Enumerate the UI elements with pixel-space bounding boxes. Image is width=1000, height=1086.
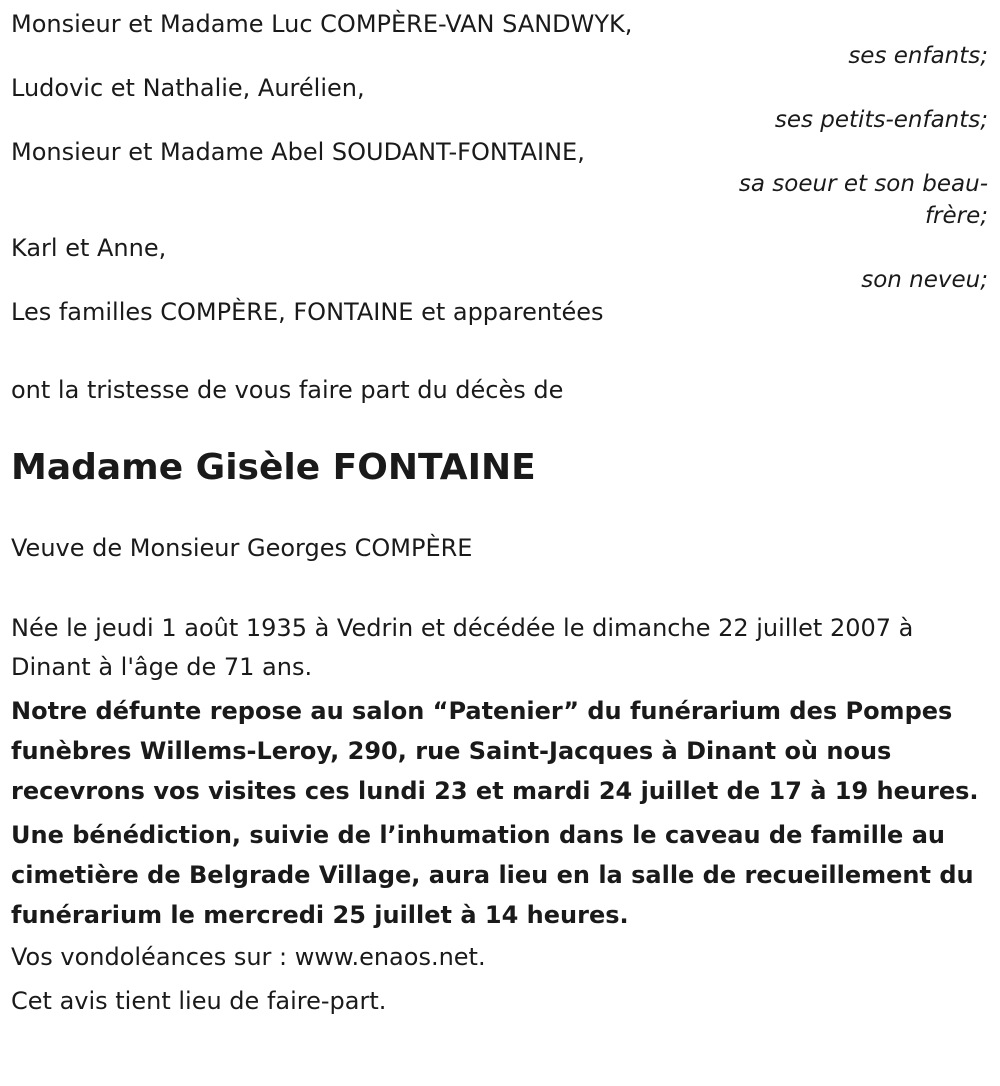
obituary-notice bbox=[0, 8, 1000, 1086]
family-row-sister bbox=[11, 136, 990, 232]
birth-death-text: Née le jeudi 1 août 1935 à Vedrin et décédée le dimanche 22 juillet 2007 à Dinant à l'âge de 71 ans. bbox=[11, 614, 914, 681]
widow-of-text: Veuve de Monsieur Georges COMPÈRE bbox=[11, 534, 473, 562]
repose-paragraph: Notre défunte repose au salon “Patenier” du funérarium des Pompes funèbres Willems-Leroy, 290, rue Saint-Jacques à Dinant où nous recevrons vos visites ces lundi 23 et mardi 24 juillet de 17 à 19 heures. bbox=[11, 697, 979, 805]
family-relation: sa soeur et son beau-frère; bbox=[738, 171, 988, 229]
family-row-nephew bbox=[11, 232, 990, 296]
ceremony-paragraph: Une bénédiction, suivie de l’inhumation dans le caveau de famille au cimetière de Belgrade Village, aura lieu en la salle de recueillement du funérarium le mercredi 25 juillet à 14 heures. bbox=[11, 821, 974, 929]
family-row-families bbox=[11, 296, 990, 328]
family-name: Monsieur et Madame Luc COMPÈRE-VAN SANDWYK, bbox=[11, 10, 633, 38]
family-name: Ludovic et Nathalie, Aurélien, bbox=[11, 74, 365, 102]
family-row-children bbox=[11, 8, 990, 72]
family-row-grandchildren bbox=[11, 72, 990, 136]
family-relation: ses enfants; bbox=[848, 43, 988, 69]
family-relation: ses petits-enfants; bbox=[774, 107, 988, 133]
condolences-text: Vos vondoléances sur : www.enaos.net. bbox=[11, 943, 486, 971]
family-name: Karl et Anne, bbox=[11, 234, 167, 262]
deceased-name: Madame Gisèle FONTAINE bbox=[11, 447, 536, 488]
family-name: Monsieur et Madame Abel SOUDANT-FONTAINE, bbox=[11, 138, 585, 166]
announcement-text: ont la tristesse de vous faire part du décès de bbox=[11, 376, 564, 404]
notice-text: Cet avis tient lieu de faire-part. bbox=[11, 987, 387, 1015]
family-relation: son neveu; bbox=[861, 267, 988, 293]
family-name: Les familles COMPÈRE, FONTAINE et apparentées bbox=[11, 298, 604, 326]
family-list bbox=[11, 8, 990, 328]
